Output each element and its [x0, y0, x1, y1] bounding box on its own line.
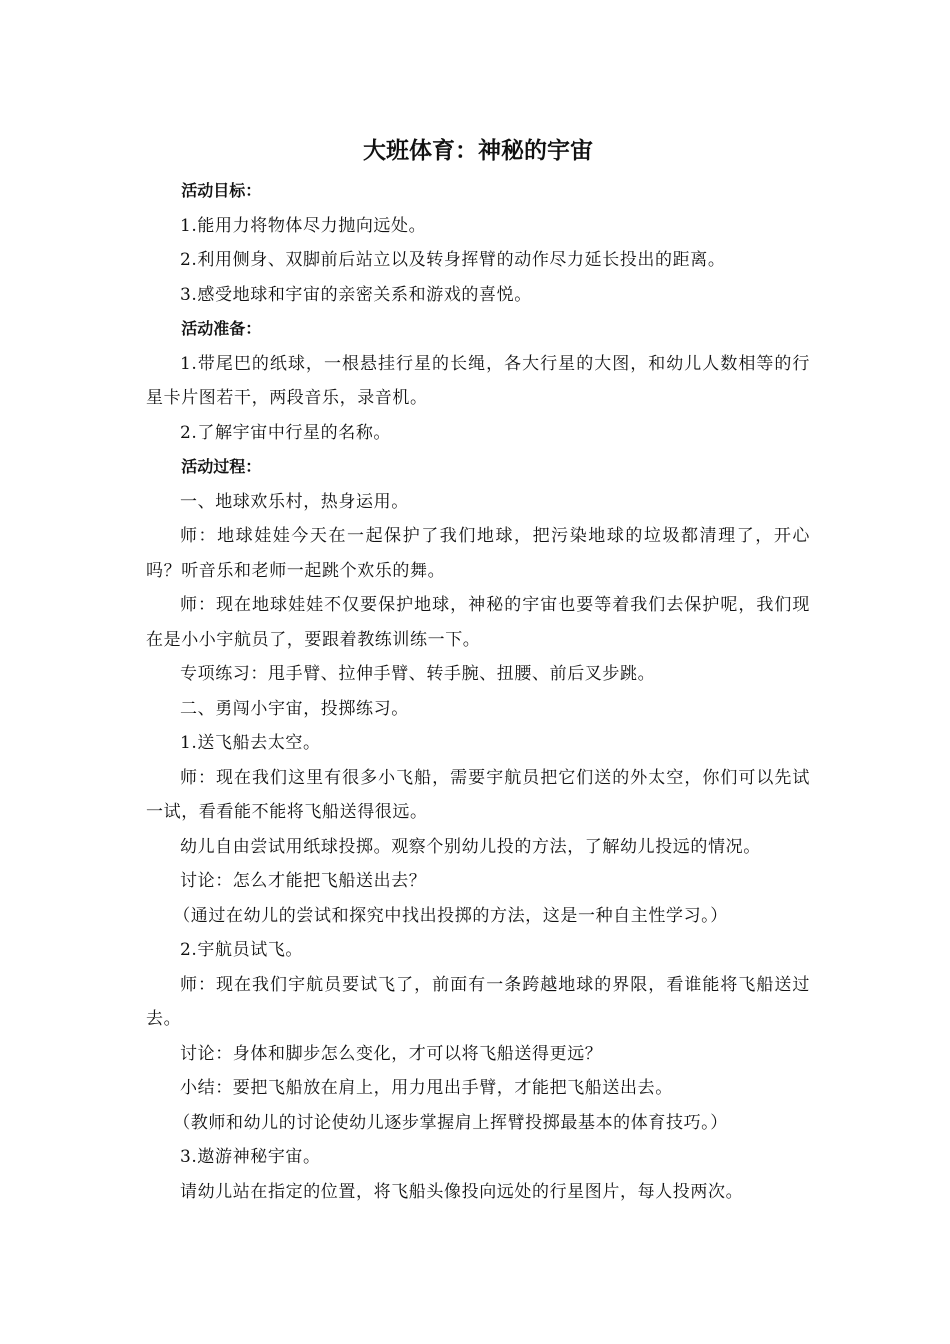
- prep-item: 1.带尾巴的纸球，一根悬挂行星的长绳，各大行星的大图，和幼儿人数相等的行星卡片图若干，两段音乐，录音机。: [146, 353, 810, 408]
- document-title: 大班体育：神秘的宇宙: [363, 138, 593, 164]
- process-paragraph: 请幼儿站在指定的位置，将飞船头像投向远处的行星图片，每人投两次。: [180, 1181, 744, 1202]
- process-paragraph: 专项练习：甩手臂、拉伸手臂、转手腕、扭腰、前后叉步跳。: [180, 664, 656, 684]
- process-paragraph: 小结：要把飞船放在肩上，用力甩出手臂，才能把飞船送出去。: [180, 1078, 673, 1098]
- process-note: （教师和幼儿的讨论使幼儿逐步掌握肩上挥臂投掷最基本的体育技巧。）: [173, 1112, 728, 1133]
- section-heading-prep: 活动准备：: [181, 319, 262, 338]
- section-heading-goals: 活动目标：: [181, 181, 262, 200]
- process-paragraph: 讨论：身体和脚步怎么变化，才可以将飞船送得更远？: [180, 1043, 603, 1064]
- process-paragraph: 1.送飞船去太空。: [180, 733, 321, 753]
- goal-item: 3.感受地球和宇宙的亲密关系和游戏的喜悦。: [180, 284, 532, 305]
- process-paragraph: 师：现在我们宇航员要试飞了，前面有一条跨越地球的界限，看谁能将飞船送过去。: [146, 974, 810, 1029]
- process-paragraph: 2.宇航员试飞。: [180, 940, 304, 960]
- process-paragraph: 讨论：怎么才能把飞船送出去？: [180, 871, 427, 891]
- section-heading-process: 活动过程：: [181, 457, 262, 476]
- process-paragraph: 二、勇闯小宇宙，投掷练习。: [180, 698, 409, 719]
- goal-item: 1.能用力将物体尽力抛向远处。: [180, 215, 427, 236]
- prep-item: 2.了解宇宙中行星的名称。: [180, 422, 392, 443]
- process-paragraph: 3.遨游神秘宇宙。: [180, 1147, 321, 1167]
- process-note: （通过在幼儿的尝试和探究中找出投掷的方法，这是一种自主性学习。）: [173, 905, 728, 926]
- process-paragraph: 师：现在我们这里有很多小飞船，需要宇航员把它们送的外太空，你们可以先试一试，看看能不能将飞船送得很远。: [146, 767, 810, 822]
- document-page: [146, 128, 810, 1209]
- process-paragraph: 幼儿自由尝试用纸球投掷。观察个别幼儿投的方法，了解幼儿投远的情况。: [180, 836, 761, 857]
- goal-item: 2.利用侧身、双脚前后站立以及转身挥臂的动作尽力延长投出的距离。: [180, 250, 726, 270]
- process-paragraph: 师：地球娃娃今天在一起保护了我们地球，把污染地球的垃圾都清理了，开心吗？听音乐和老师一起跳个欢乐的舞。: [146, 526, 810, 581]
- process-paragraph: 一、地球欢乐村，热身运用。: [180, 491, 409, 512]
- process-paragraph: 师：现在地球娃娃不仅要保护地球，神秘的宇宙也要等着我们去保护呢，我们现在是小小宇航员了，要跟着教练训练一下。: [146, 595, 810, 650]
